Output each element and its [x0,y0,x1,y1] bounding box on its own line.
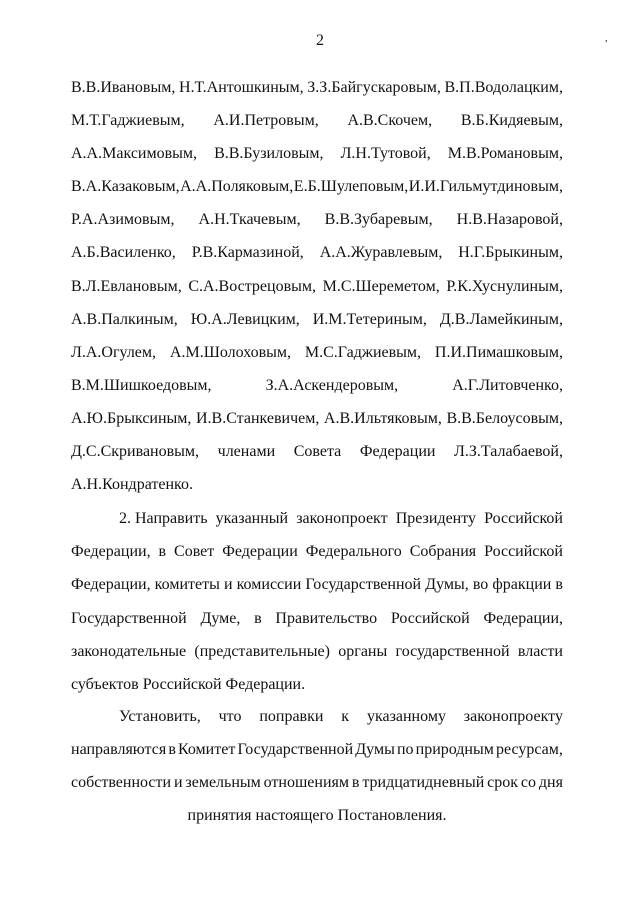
word: что [218,708,242,725]
word: в [168,741,176,758]
text-line [71,542,563,562]
word: во [472,576,489,593]
word: законопроект [296,510,388,527]
text-line [119,509,563,529]
word: Федерации [222,543,298,560]
word: А.А.Поляковым, [180,178,294,195]
text-line [71,409,563,429]
text-line [71,773,563,793]
paragraph-3-last-line: принятия настоящего Постановления. [187,807,447,824]
word: Федерации, [71,543,151,560]
word: власти [517,643,563,660]
word: Федерального [305,543,402,560]
word: Р.К.Хуснулиным, [446,278,563,295]
word: Федерации [359,443,436,460]
word: (представительные) [194,643,330,660]
word: собственности [71,774,172,791]
word: к [341,708,350,725]
word: В.Б.Кидяевым, [460,112,563,129]
word: 2. Направить [119,510,208,527]
word: Н.В.Назаровой, [456,211,563,228]
word: А.И.Петровым, [213,112,319,129]
word: А.В.Ильтяковым, [323,410,442,427]
word: указанный [215,510,289,527]
word: Российской [484,543,563,560]
word: Совета [293,443,342,460]
word: Президенту [395,510,477,527]
word: Государственной [305,576,422,593]
corner-mark: , [605,33,608,44]
word: Совет [174,543,215,560]
word: М.С.Шереметом, [322,278,440,295]
word: Установить, [119,708,201,725]
word: органы [338,643,388,660]
word: Федерации, [71,576,151,593]
text-line [71,642,563,662]
word: и [223,576,233,593]
word: З.З.Байгускаровым, [307,79,441,96]
word: в [555,576,563,593]
word: Государственной [237,741,354,758]
word: отношениям [263,774,350,791]
names-last-line: А.Н.Кондратенко. [71,476,193,493]
word: направляются [71,741,167,758]
word: комитеты [154,576,220,593]
word: в [254,610,262,627]
word: комиссии [236,576,302,593]
text-line [71,243,563,263]
word: А.А.Максимовым, [71,145,198,162]
word: М.В.Романовым, [447,145,563,162]
paragraph-2-last-line: субъектов Российской Федерации. [71,676,306,693]
word: Российской [484,510,563,527]
word: в [351,774,360,791]
word: природным [415,741,494,758]
word: поправки [259,708,324,725]
word: В.А.Казаковым, [71,178,180,195]
word: Комитет [177,741,236,758]
word: Российской [390,610,470,627]
word: И.И.Гильмутдиновым, [408,178,563,195]
word: В.В.Белоусовым, [446,410,563,427]
word: ресурсам, [495,741,563,758]
text-line [71,376,563,396]
word: и [173,774,183,791]
word: В.М.Шишкоедовым, [71,377,212,394]
word: Р.В.Кармазиной, [191,244,304,261]
word: П.И.Пимашковым, [434,344,563,361]
text-line [71,740,563,760]
text-line [71,343,563,363]
text-line [71,277,563,297]
text-line [71,442,563,462]
word: Федерации, [483,610,563,627]
word: законопроекту [463,708,563,725]
word: И.М.Тетериным, [312,311,427,328]
word: И.В.Станкевичем, [195,410,320,427]
word: А.В.Палкиным, [71,311,178,328]
word: С.А.Вострецовым, [188,278,317,295]
word: А.Н.Ткачевым, [198,211,301,228]
word: Государственной [71,610,187,627]
word: срок [487,774,519,791]
word: Е.Б.Шулеповым, [293,178,409,195]
word: Собрания [409,543,477,560]
word: А.Б.Василенко, [71,244,176,261]
word: В.Л.Евлановым, [71,278,182,295]
word: Правительство [275,610,378,627]
word: М.Т.Гаджиевым, [71,112,185,129]
word: В.В.Ивановым, [71,79,176,96]
word: А.В.Скочем, [347,112,433,129]
text-line [71,78,563,98]
text-line [71,111,563,131]
word: Л.А.Огулем, [71,344,157,361]
word: земельным [185,774,261,791]
word: Д.В.Ламейкиным, [439,311,563,328]
word: Ю.А.Левицким, [190,311,300,328]
text-line [71,144,563,164]
text-line [71,210,563,230]
word: Л.Н.Тутовой, [340,145,431,162]
word: Думе, [200,610,241,627]
word: указанному [366,708,446,725]
word: Н.Т.Антошкиным, [178,79,304,96]
word: Д.С.Скривановым, [71,443,200,460]
word: Думы [355,741,395,758]
word: фракции [492,576,552,593]
page-number: 2 [316,32,324,49]
word: по [396,741,414,758]
word: Р.А.Азимовым, [71,211,175,228]
word: в [158,543,167,560]
text-line [71,177,563,197]
word: тридцатидневный [362,774,485,791]
text-line [71,575,563,595]
word: А.Г.Литовченко, [452,377,563,394]
word: А.А.Журавлевым, [319,244,443,261]
word: В.П.Водолацким, [444,79,563,96]
word: В.В.Бузиловым, [214,145,324,162]
word: членами [217,443,276,460]
word: А.Ю.Брыксиным, [71,410,192,427]
word: А.М.Шолоховым, [169,344,292,361]
word: со [520,774,536,791]
word: В.В.Зубаревым, [324,211,433,228]
word: З.А.Аскендеровым, [265,377,399,394]
text-line [119,707,563,727]
word: Л.З.Талабаевой, [454,443,563,460]
word: дня [538,774,563,791]
word: государственной [395,643,510,660]
word: Н.Г.Брыкиным, [458,244,563,261]
text-line [71,609,563,629]
word: законодательные [71,643,187,660]
word: М.С.Гаджиевым, [304,344,422,361]
text-line [71,310,563,330]
word: Думы, [425,576,469,593]
